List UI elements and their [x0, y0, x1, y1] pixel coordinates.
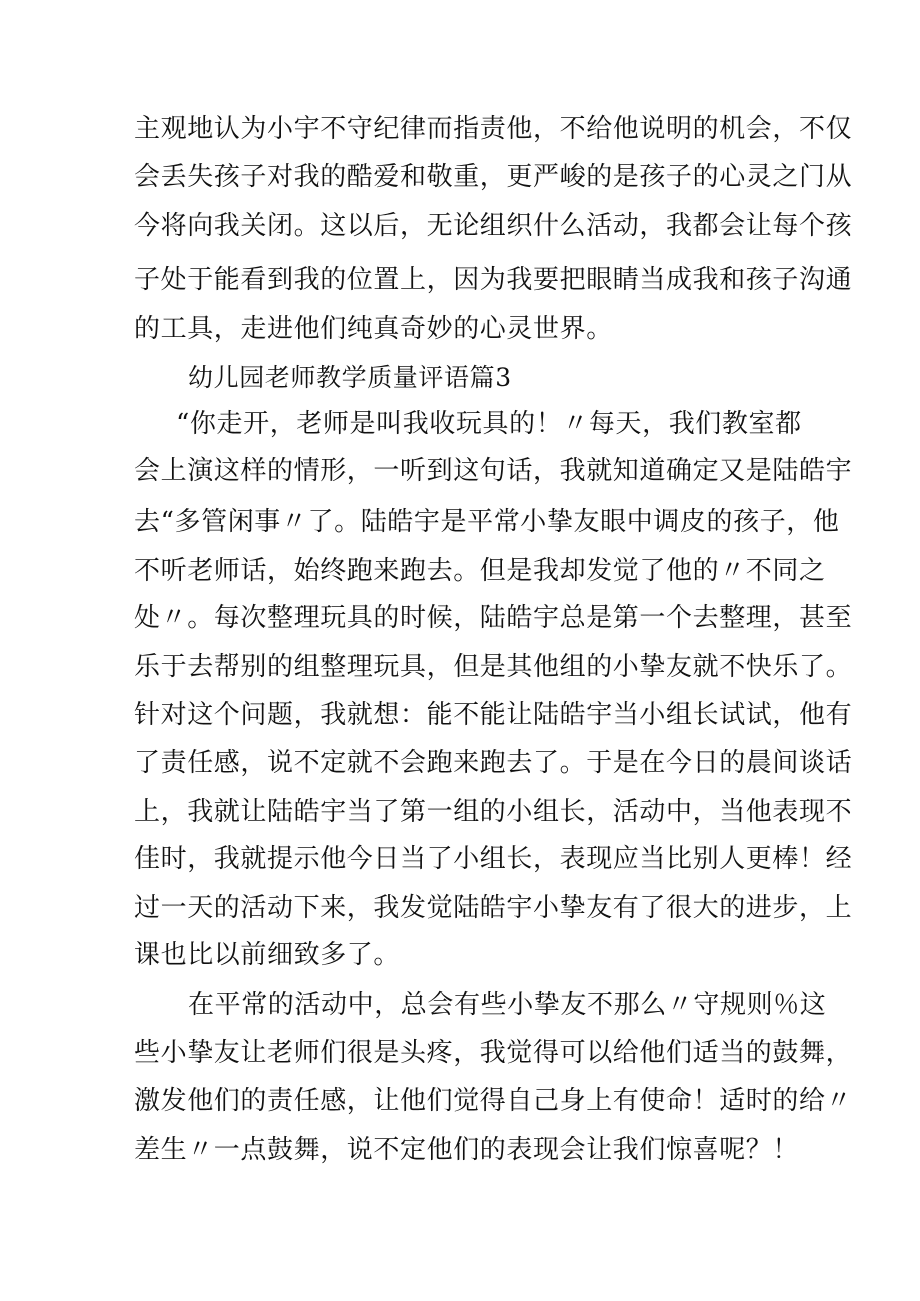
paragraph-2-line-3: 去“多管闲事〃了。陆皓宇是平常小挚友眼中调皮的孩子，他	[134, 507, 840, 537]
paragraph-2-line-5: 处〃。每次整理玩具的时候，陆皓宇总是第一个去整理，甚至	[134, 603, 853, 633]
paragraph-1-line-1: 主观地认为小宇不守纪律而指责他，不给他说明的机会，不仅	[134, 114, 853, 144]
paragraph-2-line-1: “你走开，老师是叫我收玩具的！〃每天，我们教室都	[176, 409, 802, 439]
paragraph-1-line-2: 会丢失孩子对我的酷爱和敬重，更严峻的是孩子的心灵之门从	[134, 162, 853, 192]
paragraph-2-line-9: 上，我就让陆皓宇当了第一组的小组长，活动中，当他表现不	[134, 797, 853, 827]
paragraph-2-line-6: 乐于去帮别的组整理玩具，但是其他组的小挚友就不快乐了。	[134, 652, 853, 682]
paragraph-1-line-5: 的工具，走进他们纯真奇妙的心灵世界。	[134, 314, 613, 344]
paragraph-3-line-4: 差生〃一点鼓舞，说不定他们的表现会让我们惊喜呢？！	[134, 1135, 800, 1165]
paragraph-2-line-4: 不听老师话，始终跑来跑去。但是我却发觉了他的〃不同之	[134, 556, 826, 586]
section-heading: 幼儿园老师教学质量评语篇3	[188, 363, 512, 392]
paragraph-3-line-2: 些小挚友让老师们很是头疼，我觉得可以给他们适当的鼓舞，	[134, 1038, 853, 1068]
paragraph-3-line-3: 激发他们的责任感，让他们觉得自己身上有使命！适时的给〃	[134, 1086, 853, 1116]
paragraph-2-line-8: 了责任感，说不定就不会跑来跑去了。于是在今日的晨间谈话	[134, 748, 853, 778]
paragraph-2-line-10: 佳时，我就提示他今日当了小组长，表现应当比别人更棒！经	[134, 844, 853, 874]
paragraph-1-line-4: 子处于能看到我的位置上，因为我要把眼睛当成我和孩子沟通	[134, 265, 853, 295]
paragraph-2-line-2: 会上演这样的情形，一听到这句话，我就知道确定又是陆皓宇	[134, 456, 853, 486]
paragraph-2-line-7: 针对这个问题，我就想：能不能让陆皓宇当小组长试试，他有	[134, 700, 853, 730]
paragraph-3-line-1: 在平常的活动中，总会有些小挚友不那么〃守规则％这	[188, 990, 827, 1020]
paragraph-2-line-12: 课也比以前细致多了。	[134, 940, 401, 970]
paragraph-2-line-11: 过一天的活动下来，我发觉陆皓宇小挚友有了很大的进步，上	[134, 893, 853, 923]
paragraph-1-line-3: 今将向我关闭。这以后，无论组织什么活动，我都会让每个孩	[134, 211, 853, 241]
